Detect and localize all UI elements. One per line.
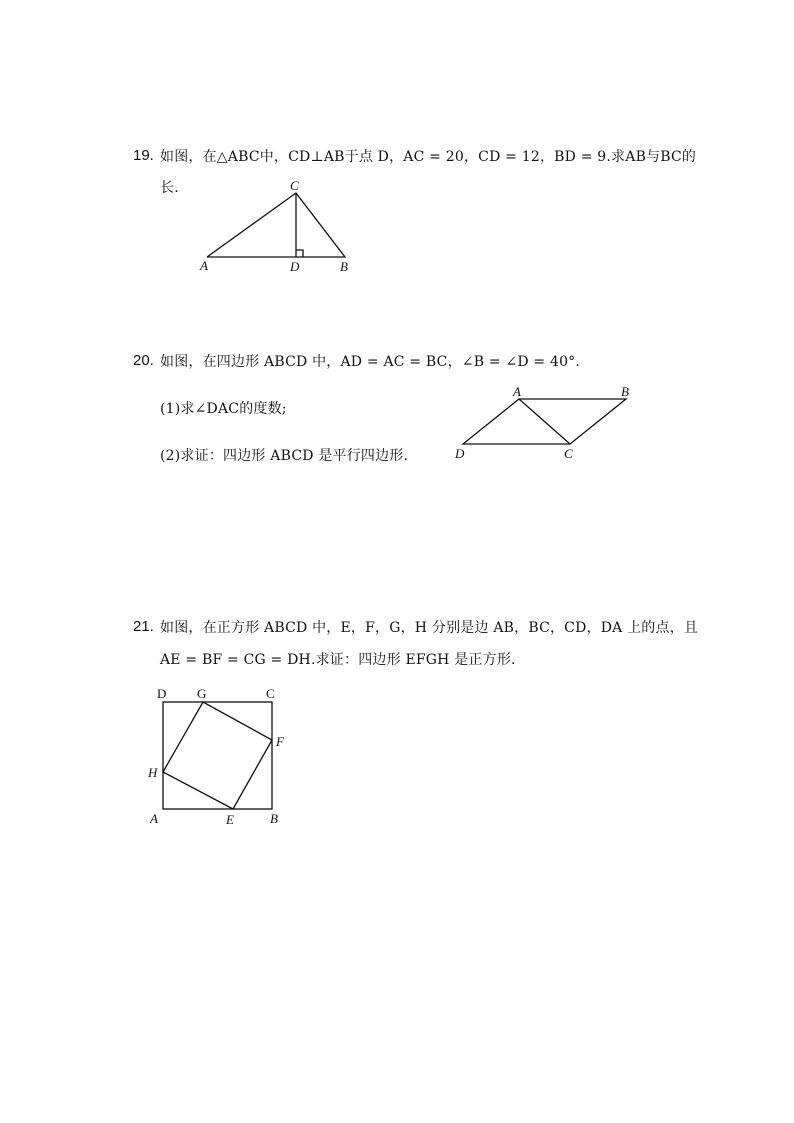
- question-text: 如图，在正方形 ABCD 中，E，F，G，H 分别是边 AB，BC，CD，DA 上的点，且: [160, 620, 699, 636]
- question-number: 20.: [133, 352, 154, 369]
- question-number: 21.: [133, 618, 154, 635]
- question-text-continued: 长.: [160, 180, 179, 196]
- label-h: H: [148, 765, 158, 780]
- question-text: 如图，在△ABC中，CD⊥AB于点 D，AC = 20，CD = 12，BD = 9.求AB与BC的: [160, 149, 697, 165]
- label-a: A: [200, 258, 208, 273]
- label-d: D: [455, 446, 465, 461]
- label-b: B: [270, 811, 278, 826]
- outer-square-abcd: [163, 702, 272, 809]
- label-a: A: [513, 384, 521, 399]
- label-a: A: [150, 811, 158, 826]
- label-c: C: [564, 446, 573, 461]
- question-text-continued: AE = BF = CG = DH.求证：四边形 EFGH 是正方形.: [160, 652, 516, 668]
- label-b: B: [621, 384, 629, 399]
- part-2-text: (2)求证：四边形 ABCD 是平行四边形.: [160, 448, 409, 464]
- label-f: F: [276, 734, 284, 749]
- inner-square-efgh: [163, 702, 272, 809]
- label-g: G: [197, 686, 207, 701]
- label-e: E: [226, 812, 234, 827]
- label-d: D: [157, 686, 167, 701]
- part-1-text: (1)求∠DAC的度数;: [160, 401, 287, 417]
- question-number: 19.: [133, 147, 154, 164]
- label-c: C: [290, 178, 299, 193]
- label-b: B: [340, 259, 348, 274]
- question-text: 如图，在四边形 ABCD 中，AD = AC = BC，∠B = ∠D = 40°.: [160, 354, 581, 370]
- label-d: D: [290, 259, 300, 274]
- label-c: C: [266, 686, 275, 701]
